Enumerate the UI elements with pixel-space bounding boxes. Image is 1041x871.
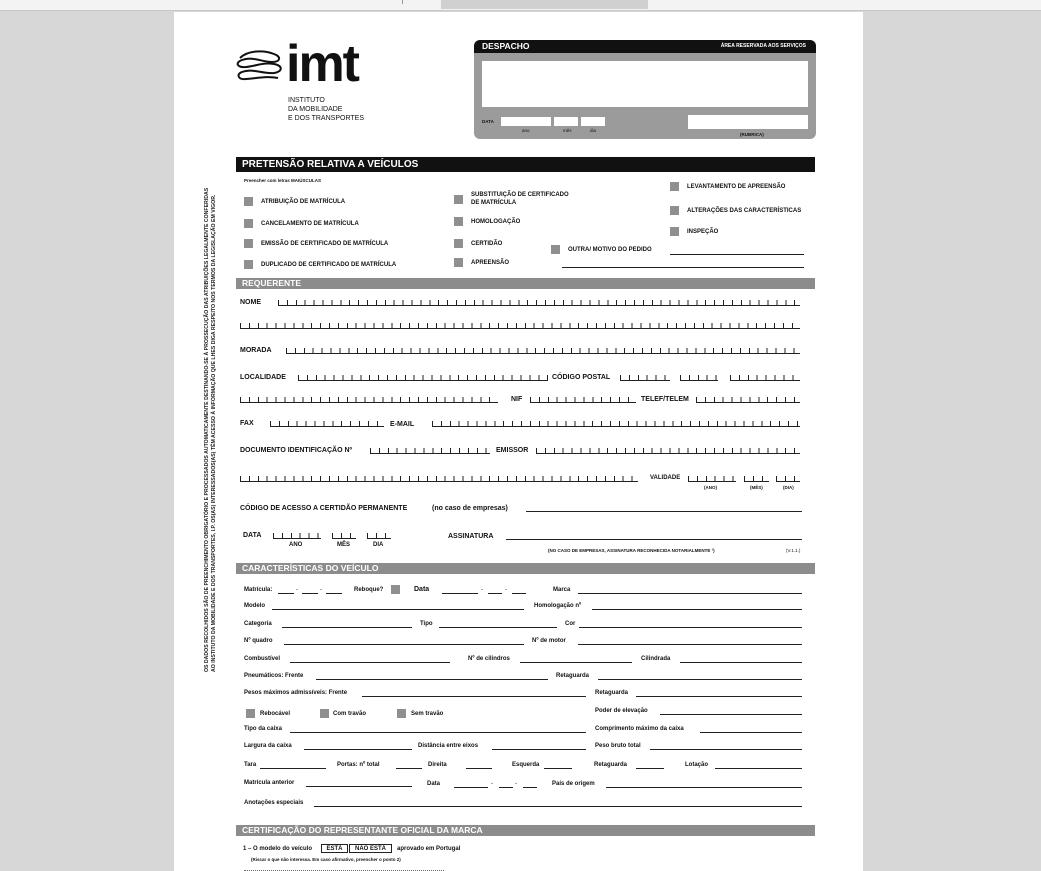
morada-label: MORADA	[240, 347, 272, 354]
data-veiculo-sep-2: -	[505, 587, 507, 593]
inspecao-checkbox[interactable]	[670, 227, 679, 236]
pneumaticos-frente-field[interactable]	[316, 679, 548, 680]
modelo-label: Modelo	[244, 603, 265, 609]
portas-retaguarda-label: Retaguarda	[594, 762, 628, 768]
sem-travao-checkbox[interactable]	[397, 709, 406, 718]
matricula-sep-1: -	[296, 587, 298, 593]
assinatura-label: ASSINATURA	[448, 533, 494, 540]
substituicao-label-1: SUBSTITUIÇÃO DE CERTIFICADO	[471, 192, 569, 198]
marca-label: Marca	[553, 587, 571, 593]
data-veiculo-ano[interactable]	[442, 593, 478, 594]
morada-field[interactable]	[286, 346, 800, 354]
toolbar-divider	[402, 0, 403, 4]
tipo-field[interactable]	[439, 627, 557, 628]
codigo-postal-field-3[interactable]	[730, 373, 800, 381]
mat-anterior-field[interactable]	[306, 786, 412, 787]
outra-checkbox[interactable]	[551, 245, 560, 254]
document-page	[174, 12, 863, 871]
emissor-field[interactable]	[536, 446, 800, 454]
validade-mes-field[interactable]	[744, 474, 769, 482]
poder-label: Poder de elevação	[595, 708, 648, 714]
validade-dia-field[interactable]	[776, 474, 800, 482]
codigo-postal-field-1[interactable]	[620, 373, 670, 381]
data-ano-label: ANO	[289, 542, 303, 548]
data-veiculo-sep-1: -	[481, 587, 483, 593]
largura-label: Largura da caixa	[244, 743, 292, 749]
categoria-label: Categoria	[244, 621, 272, 627]
atribuicao-checkbox[interactable]	[244, 197, 253, 206]
documento-label: DOCUMENTO IDENTIFICAÇÃO Nº	[240, 447, 353, 454]
data-veiculo-label: Data	[414, 586, 430, 593]
matricula-field-2[interactable]	[302, 593, 318, 594]
outra-label: OUTRA/ MOTIVO DO PEDIDO	[568, 247, 652, 253]
validade-mes-label: (MÊS)	[750, 485, 763, 490]
substituicao-label-2: DE MATRÍCULA	[471, 200, 517, 206]
despacho-area: ÁREA RESERVADA AOS SERVIÇOS	[720, 43, 806, 49]
data-label: DATA	[243, 532, 262, 539]
data-ano-field[interactable]	[273, 531, 321, 539]
pretensao-hint: Preencher com letras MAIÚSCULAS	[244, 178, 322, 183]
nif-label: NIF	[511, 396, 523, 403]
despacho-mes-field[interactable]	[554, 117, 578, 126]
direita-label: Direita	[428, 762, 447, 768]
apreensao-checkbox[interactable]	[454, 258, 463, 267]
combustivel-label: Combustível	[244, 656, 281, 662]
pneumaticos-retaguarda-label: Retaguarda	[556, 673, 590, 679]
pesos-retaguarda-label: Retaguarda	[595, 690, 629, 696]
tara-field[interactable]	[260, 768, 326, 769]
certidao-checkbox[interactable]	[454, 239, 463, 248]
categoria-field[interactable]	[282, 627, 412, 628]
tipo-caixa-label: Tipo da caixa	[244, 726, 282, 732]
documento-field[interactable]	[370, 446, 490, 454]
legal-side-text	[204, 152, 217, 672]
distancia-label: Distância entre eixos	[418, 743, 479, 749]
data-anterior-label: Data	[427, 781, 441, 787]
quadro-field[interactable]	[284, 644, 524, 645]
levantamento-label: LEVANTAMENTO DE APREENSÃO	[687, 184, 786, 190]
cor-field[interactable]	[579, 627, 802, 628]
logo-line2: DA MOBILIDADE	[288, 106, 343, 113]
largura-field[interactable]	[304, 749, 412, 750]
duplicado-label: DUPLICADO DE CERTIFICADO DE MATRÍCULA	[261, 262, 397, 268]
emissao-checkbox[interactable]	[244, 239, 253, 248]
codigo-postal-field-2[interactable]	[680, 373, 718, 381]
tara-label: Tara	[244, 762, 257, 768]
nome-field-2[interactable]	[240, 321, 800, 329]
matricula-field-3[interactable]	[326, 593, 342, 594]
data-dia-field[interactable]	[367, 531, 391, 539]
distancia-field[interactable]	[492, 749, 586, 750]
levantamento-checkbox[interactable]	[670, 182, 679, 191]
direita-field[interactable]	[466, 768, 492, 769]
atribuicao-label: ATRIBUIÇÃO DE MATRÍCULA	[261, 199, 346, 205]
pesos-label: Pesos máximos admissíveis: Frente	[244, 690, 348, 696]
esta-option[interactable]: ESTÁ	[321, 844, 348, 853]
version-ref: (V.1.1.)	[786, 548, 801, 553]
despacho-rubrica-field[interactable]	[688, 115, 808, 129]
reboque-label: Reboque?	[354, 587, 384, 593]
imt-logo-icon	[234, 48, 286, 84]
poder-field[interactable]	[660, 714, 802, 715]
pesos-frente-field[interactable]	[362, 696, 586, 697]
despacho-dia-label: dia	[590, 128, 597, 133]
pais-label: País de origem	[552, 781, 595, 787]
despacho-title: DESPACHO	[482, 41, 530, 51]
rebocavel-checkbox[interactable]	[246, 709, 255, 718]
despacho-text-area[interactable]	[482, 61, 808, 107]
lotacao-label: Lotação	[685, 762, 709, 768]
data-anterior-sep-2: -	[515, 781, 517, 787]
data-dia-label: DIA	[373, 542, 384, 548]
anotacoes-label: Anotações especiais	[244, 800, 304, 806]
localidade-label: LOCALIDADE	[240, 374, 286, 381]
matricula-field-1[interactable]	[278, 593, 294, 594]
pneumaticos-retaguarda-field[interactable]	[598, 679, 802, 680]
anotacoes-field[interactable]	[314, 806, 802, 807]
codigo-acesso-label: CÓDIGO DE ACESSO A CERTIDÃO PERMANENTE	[240, 505, 408, 512]
homologacao-field[interactable]	[592, 609, 802, 610]
sem-travao-label: Sem travão	[411, 711, 444, 717]
data-mes-label: MÊS	[337, 542, 351, 548]
com-travao-checkbox[interactable]	[320, 709, 329, 718]
data-anterior-dia[interactable]	[523, 787, 537, 788]
localidade-field-2[interactable]	[240, 395, 498, 403]
pneumaticos-label: Pneumáticos: Frente	[244, 673, 304, 679]
data-mes-field[interactable]	[332, 531, 356, 539]
duplicado-checkbox[interactable]	[244, 260, 253, 269]
brand-name: imt	[286, 35, 358, 93]
data-anterior-ano[interactable]	[454, 787, 488, 788]
cilindros-label: Nº de cilindros	[468, 656, 510, 662]
matricula-label: Matrícula:	[244, 587, 273, 593]
peso-bruto-label: Peso bruto total	[595, 743, 641, 749]
despacho-data-label: DATA	[482, 119, 494, 124]
alteracoes-checkbox[interactable]	[670, 206, 679, 215]
tipo-label: Tipo	[420, 621, 433, 627]
certificacao-note: (Riscar o que não interessa. Em caso afirmativo, preencher o ponto 2)	[251, 857, 401, 862]
esquerda-field[interactable]	[544, 768, 572, 769]
data-anterior-mes[interactable]	[499, 787, 513, 788]
motor-field[interactable]	[578, 644, 802, 645]
despacho-ano-field[interactable]	[501, 117, 551, 126]
certificacao-header: CERTIFICAÇÃO DO REPRESENTANTE OFICIAL DA MARCA	[236, 825, 815, 836]
nome-field[interactable]	[278, 298, 800, 306]
combustivel-field[interactable]	[290, 662, 450, 663]
marca-field[interactable]	[578, 593, 802, 594]
comprimento-label: Comprimento máximo da caixa	[595, 726, 684, 732]
outra-line-2[interactable]	[562, 267, 804, 268]
substituicao-checkbox[interactable]	[454, 195, 463, 204]
peso-bruto-field[interactable]	[650, 749, 802, 750]
pesos-retaguarda-field[interactable]	[636, 696, 802, 697]
reboque-checkbox[interactable]	[391, 585, 400, 594]
aprovado-label: aprovado em Portugal	[397, 846, 461, 852]
esquerda-label: Esquerda	[512, 762, 540, 768]
certidao-label: CERTIDÃO	[471, 241, 503, 247]
documento-field-2[interactable]	[240, 474, 638, 482]
homologacao-label-v: Homologação nº	[534, 603, 582, 609]
motor-label: Nº de motor	[532, 638, 566, 644]
despacho-box	[474, 40, 816, 139]
despacho-ano-label: ano	[522, 128, 530, 133]
requerente-header: REQUERENTE	[236, 278, 815, 289]
viewer-toolbar	[0, 0, 1041, 11]
codigo-acesso-field[interactable]	[526, 511, 802, 512]
assinatura-note: (NO CASO DE EMPRESAS, ASSINATURA RECONHECIDA NOTARIALMENTE ¹)	[548, 548, 715, 553]
toolbar-tab[interactable]	[441, 0, 648, 9]
portas-label: Portas: nº total	[337, 762, 380, 768]
fax-field[interactable]	[270, 419, 384, 427]
despacho-rubrica-label: (RUBRICA)	[740, 132, 764, 137]
validade-ano-field[interactable]	[688, 474, 736, 482]
emissao-label: EMISSÃO DE CERTIFICADO DE MATRÍCULA	[261, 241, 389, 247]
localidade-field[interactable]	[298, 373, 548, 381]
cilindrada-field[interactable]	[680, 662, 802, 663]
validade-dia-label: (DIA)	[783, 485, 794, 490]
com-travao-label: Com travão	[333, 711, 367, 717]
cancelamento-label: CANCELAMENTO DE MATRÍCULA	[261, 221, 359, 227]
validade-ano-label: (ANO)	[704, 485, 717, 490]
portas-total-field[interactable]	[396, 768, 422, 769]
despacho-mes-label: mês	[563, 128, 572, 133]
pretensao-header: PRETENSÃO RELATIVA A VEÍCULOS	[236, 157, 815, 172]
homologacao-label: HOMOLOGAÇÃO	[471, 219, 521, 225]
legal-line2: AO INSTITUTO DA MOBILIDADE E DOS TRANSPORTES, I.P. OS(AS) INTERESSADOS(AS) TÊM ACESSO À INFORMAÇÃO QUE LHES DIGA RESPEITO NOS TERMOS DA LEGISLAÇÃO EM VIGOR.	[210, 194, 217, 672]
cor-label: Cor	[565, 621, 576, 627]
codigo-postal-label: CÓDIGO POSTAL	[552, 374, 611, 381]
comprimento-field[interactable]	[700, 732, 802, 733]
email-field[interactable]	[432, 419, 800, 427]
cilindros-field[interactable]	[520, 662, 632, 663]
inspecao-label: INSPEÇÃO	[687, 229, 719, 235]
nif-field[interactable]	[530, 395, 636, 403]
data-veiculo-dia[interactable]	[512, 593, 526, 594]
matricula-sep-2: -	[320, 587, 322, 593]
nao-esta-option[interactable]: NÃO ESTÁ	[349, 844, 392, 853]
cilindrada-label: Cilindrada	[641, 656, 671, 662]
rebocavel-label: Rebocável	[260, 711, 291, 717]
emissor-label: EMISSOR	[496, 447, 529, 454]
lotacao-field[interactable]	[715, 768, 802, 769]
tipo-caixa-field[interactable]	[290, 732, 586, 733]
despacho-header	[474, 40, 816, 53]
logo-line3: E DOS TRANSPORTES	[288, 115, 364, 122]
pais-field[interactable]	[606, 787, 802, 788]
nome-label: NOME	[240, 299, 261, 306]
apreensao-label: APREENSÃO	[471, 260, 510, 266]
alteracoes-label: ALTERAÇÕES DAS CARACTERÍSTICAS	[687, 208, 802, 214]
assinatura-field[interactable]	[506, 539, 802, 540]
modelo-field[interactable]	[272, 609, 524, 610]
caracteristicas-header: CARACTERÍSTICAS DO VEÍCULO	[236, 563, 815, 574]
mat-anterior-label: Matrícula anterior	[244, 780, 295, 786]
fax-label: FAX	[240, 420, 254, 427]
email-label: E-MAIL	[390, 421, 415, 428]
logo-line1: INSTITUTO	[288, 97, 325, 104]
outra-line-1[interactable]	[670, 254, 804, 255]
despacho-dia-field[interactable]	[581, 117, 605, 126]
certificacao-item1: 1 – O modelo do veículo	[243, 846, 313, 852]
cancelamento-checkbox[interactable]	[244, 219, 253, 228]
codigo-acesso-note: (no caso de empresas)	[432, 505, 508, 512]
legal-line1: OS DADOS RECOLHIDOS SÃO DE PREENCHIMENTO OBRIGATÓRIO E PROCESSADOS AUTOMATICAMENTE DESTINANDO-SE À PROSSECUÇÃO DAS ATRIBUIÇÕES LEGALMENTE CONFERIDAS	[204, 187, 210, 672]
quadro-label: Nº quadro	[244, 638, 273, 644]
portas-retaguarda-field[interactable]	[636, 768, 664, 769]
data-veiculo-mes[interactable]	[488, 593, 502, 594]
telef-label: TELEF/TELEM	[641, 396, 689, 403]
telef-field[interactable]	[696, 395, 800, 403]
validade-label: VALIDADE	[650, 475, 681, 481]
homologacao-checkbox[interactable]	[454, 217, 463, 226]
data-anterior-sep-1: -	[491, 781, 493, 787]
